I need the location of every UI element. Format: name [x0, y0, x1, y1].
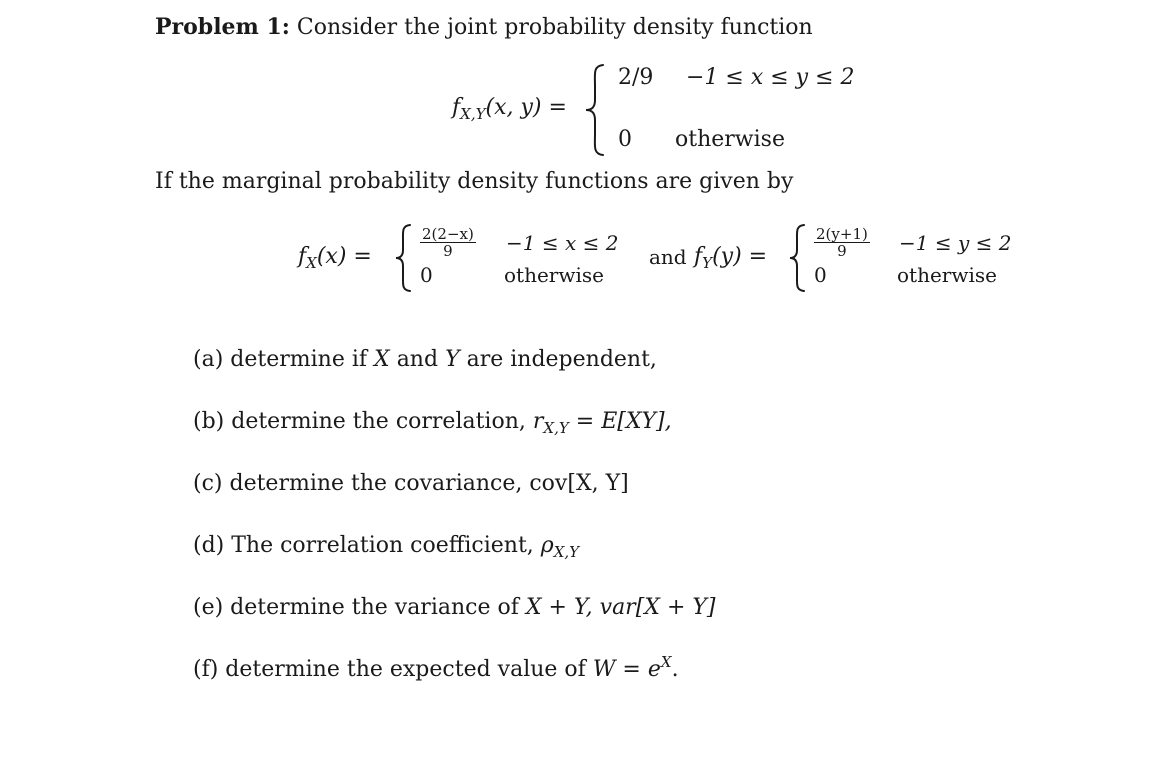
marginal-x-lhs: $f_X(x)$ = [298, 244, 372, 272]
marginal-y-lhs: $f_Y(y)$ = [694, 244, 768, 272]
marginal-intro: If the marginal probability density functions are given by [155, 169, 794, 194]
marginal-x-fraction: $\frac{2(2-x)}{9}$ [422, 225, 474, 260]
joint-pdf-case1-value: 2/9 [618, 65, 654, 90]
marginal-y-case2-condition: otherwise [897, 263, 997, 287]
marginal-y-case1-condition: −1 ≤ y ≤ 2 [899, 231, 1012, 255]
problem-intro: Consider the joint probability density function [296, 15, 813, 40]
marginal-y-brace [787, 222, 807, 294]
part-b: (b) determine the correlation, $r_{X,Y} = E[XY]$, [193, 409, 672, 437]
marginal-x-brace [393, 222, 413, 294]
part-a: (a) determine if X and Y are independent, [193, 347, 657, 372]
part-d: (d) The correlation coefficient, $\rho_{X,Y}$ [193, 533, 580, 561]
joint-pdf-case2-condition: otherwise [675, 127, 785, 152]
marginal-y-case2-value: 0 [814, 263, 827, 287]
joint-pdf-case2-value: 0 [618, 127, 632, 152]
joint-pdf-case1-condition: −1 ≤ x ≤ y ≤ 2 [686, 65, 855, 90]
joint-pdf-lhs: $f_{X,Y}(x$, y) = [452, 95, 567, 123]
marginal-x-case1-condition: −1 ≤ x ≤ 2 [506, 231, 619, 255]
marginal-x-case2-value: 0 [420, 263, 433, 287]
and-word: and [649, 245, 687, 269]
joint-pdf-brace [583, 62, 607, 158]
marginal-y-fraction: $\frac{2(y+1)}{9}$ [816, 225, 868, 260]
part-c: (c) determine the covariance, cov[X, Y] [193, 471, 629, 496]
part-f: (f) determine the expected value of $W = e^X$. [193, 653, 679, 682]
problem-label: Problem 1: [155, 14, 290, 40]
marginal-x-case2-condition: otherwise [504, 263, 604, 287]
problem-heading [155, 14, 813, 40]
part-e: (e) determine the variance of X + Y, var[X + Y] [193, 595, 716, 620]
